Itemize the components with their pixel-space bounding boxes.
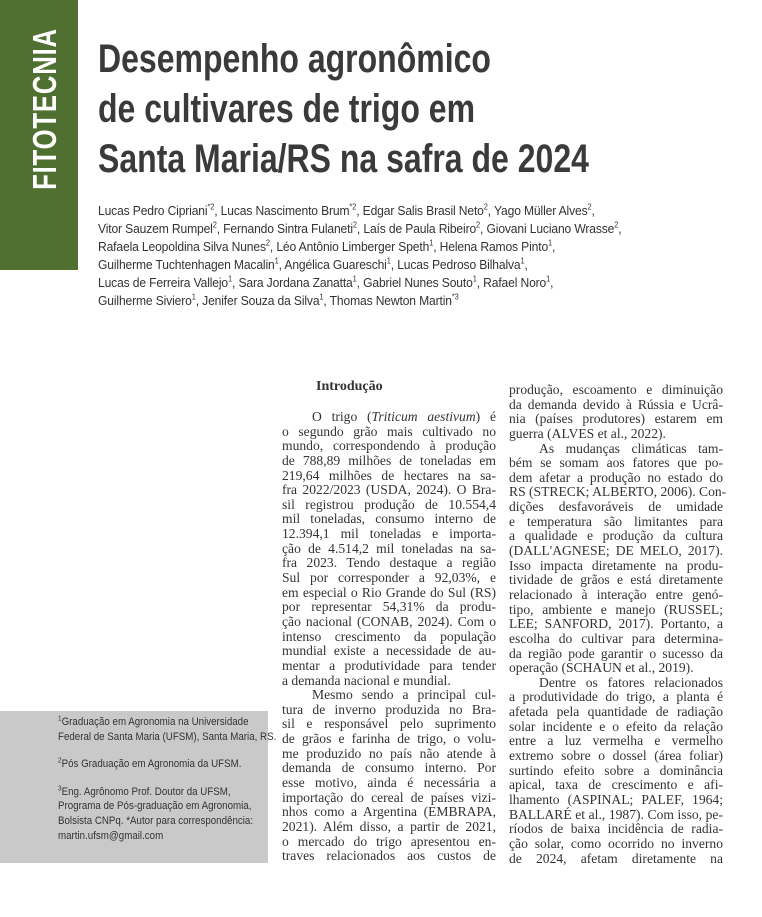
paragraph-line: mil toneladas, consumo interno de	[282, 511, 496, 527]
paragraph-line: Sul por corresponder a 92,03%, e	[282, 570, 496, 586]
paragraph-line: dições desfavoráveis de umidade	[509, 499, 723, 515]
footnote-mark: 2	[58, 757, 62, 765]
paragraph-line: 2021). Além disso, a partir de 2021,	[282, 818, 496, 834]
paragraph-line: tura de inverno produzida no Bra-	[282, 701, 496, 717]
footnote-text: Pós Graduação em Agronomia da UFSM.	[61, 758, 242, 771]
author-name: Lucas Pedro Cipriani	[98, 203, 208, 218]
paragraph-line: Dentre os fatores relacionados	[539, 674, 723, 690]
paragraph-line: LEE; SANFORD, 2017). Portanto, a	[509, 616, 723, 632]
author-name: Angélica Guareschi	[284, 257, 387, 272]
footnote-text: Graduação em Agronomia na Universidade	[61, 716, 249, 728]
paragraph-line: BALLARÉ et al., 1987). Com isso, pe-	[509, 806, 723, 822]
author-affiliation-mark: *3	[451, 292, 459, 302]
footnote-text: Federal de Santa Maria (UFSM), Santa Maria, RS.	[58, 730, 277, 743]
paragraph-line: traves relacionados aos custos de	[282, 848, 496, 864]
footnote-line	[58, 829, 276, 844]
paragraph-line: entre a luz vermelha e vermelho	[509, 733, 723, 749]
paragraph-line: operação (SCHAUN et al., 2019).	[509, 660, 694, 676]
footnote-line	[58, 814, 276, 829]
author-name: Lucas de Ferreira Vallejo	[98, 275, 229, 290]
author-name: Guilherme Siviero	[98, 293, 192, 308]
paragraph-line: guerra (ALVES et al., 2022).	[509, 425, 666, 441]
author-name: Giovani Luciano Wrasse	[486, 221, 615, 236]
paragraph-line: nhos como a Argentina (EMBRAPA,	[282, 804, 496, 820]
author-line: Rafaela Leopoldina Silva Nunes$^2$, Léo Antônio Limberger Speth$^1$, Helena Ramos Pinto$^1$,	[98, 238, 556, 254]
paragraph-line: O trigo (Triticum aestivum) é	[312, 409, 496, 424]
author-affiliation-mark: 2	[352, 220, 357, 230]
footnote-line	[58, 730, 276, 745]
paragraph-line: ção nacional (CONAB, 2024). Com o	[282, 613, 496, 629]
paragraph-line: de 2024, afetam diretamente na	[509, 850, 723, 866]
paragraph-line: nia (países produtores) estarem em	[509, 411, 723, 427]
text-column-1	[282, 379, 496, 864]
paragraph-line: fra 2022/2023 (USDA, 2024). O Bra-	[282, 482, 496, 498]
paragraph-line: 12.394,1 mil toneladas e importa-	[282, 526, 496, 542]
author-name: Yago Müller Alves	[494, 203, 588, 218]
footnote-line	[58, 799, 276, 814]
author-name: Edgar Salis Brasil Neto	[362, 203, 484, 218]
paragraph-line: demanda de consumo interno. Por	[282, 760, 496, 776]
footnote	[58, 785, 276, 843]
footnote	[58, 715, 276, 744]
paragraph-line: RS (STRECK; ALBERTO, 2006). Con-	[509, 484, 727, 500]
author-affiliation-mark: 1	[546, 274, 551, 284]
paragraph-line: afetada pela quantidade de radiação	[509, 704, 723, 720]
section-heading-introducao: Introdução	[316, 379, 383, 394]
paragraph-line: me produzido no país não atende à	[282, 745, 496, 761]
author-line: Lucas Pedro Cipriani$^{*2}$, Lucas Nascimento Brum$^{*2}$, Edgar Salis Brasil Neto$^2$, Yago Müller Alves$^2$,	[98, 202, 595, 218]
author-name: Lucas Pedroso Bilhalva	[397, 257, 521, 272]
footnote-line	[58, 785, 276, 800]
author-affiliation-mark: 1	[386, 256, 391, 266]
author-name: Léo Antônio Limberger Speth	[276, 239, 430, 254]
author-line: Guilherme Siviero$^1$, Jenifer Souza da Silva$^1$, Thomas Newton Martin$^{*3}$	[98, 292, 459, 308]
title-line: de cultivares de trigo em	[98, 87, 476, 131]
paragraph-line: a qualidade e produção da cultura	[509, 528, 723, 544]
author-affiliation-mark: 2	[212, 220, 217, 230]
footnote	[58, 757, 276, 772]
paragraph-line: ção de 4.514,2 mil toneladas na sa-	[282, 540, 496, 556]
footnote-line	[58, 715, 276, 730]
author-list	[98, 202, 622, 310]
footnote-text: Eng. Agrônomo Prof. Doutor da UFSM,	[61, 785, 231, 798]
author-affiliation-mark: 2	[476, 220, 481, 230]
author-affiliation-mark: 2	[265, 238, 270, 248]
paragraph-line: extremo sobre o dossel (área foliar)	[509, 748, 723, 764]
author-affiliation-mark: 1	[352, 274, 357, 284]
footnote-text: martin.ufsm@gmail.com	[58, 829, 164, 842]
paragraph-line: surtindo efeito sobre a dominância	[509, 762, 723, 778]
paragraph-line: Isso impacta diretamente na produ-	[509, 557, 723, 573]
paragraph-line: dem afetar a produção no estado do	[509, 469, 723, 485]
paragraph-line: da região pode garantir o sucesso da	[509, 645, 723, 661]
paragraph-line: por representar 54,31% da produ-	[282, 599, 496, 615]
author-name: Gabriel Nunes Souto	[363, 275, 473, 290]
paragraph-line: Mesmo sendo a principal cul-	[312, 687, 496, 703]
article-title	[98, 34, 589, 184]
author-name: Guilherme Tuchtenhagen Macalin	[98, 257, 275, 272]
paragraph-line: mentar a produtividade para tender	[282, 657, 496, 673]
paragraph-line: produção, escoamento e diminuição	[509, 382, 723, 397]
paragraph-line: mundo, correspondendo à produção	[282, 438, 496, 454]
paragraph-line: bém se somam aos fatores que po-	[509, 455, 723, 471]
paragraph-line: sil registrou produção de 10.554,4	[282, 496, 496, 512]
author-affiliation-mark: 1	[274, 256, 279, 266]
author-affiliation-mark: 1	[429, 238, 434, 248]
section-sidebar	[0, 0, 78, 270]
paragraph-line: mundial existe a necessidade de au-	[282, 643, 496, 659]
author-name: Rafaela Leopoldina Silva Nunes	[98, 239, 266, 254]
paragraph-line: tividade de grãos e está diretamente	[509, 572, 723, 588]
footnote-text: Bolsista CNPq. *Autor para correspondência:	[58, 814, 254, 827]
author-line: Lucas de Ferreira Vallejo$^1$, Sara Jordana Zanatta$^1$, Gabriel Nunes Souto$^1$, Rafael Noro$^1$,	[98, 274, 554, 290]
paragraph-line: importação do cereal de países vizi-	[282, 789, 496, 805]
author-affiliation-mark: 1	[228, 274, 233, 284]
footnote-line	[58, 757, 276, 772]
author-affiliation-mark: 2	[587, 202, 592, 212]
paragraph-line: apical, taxa de crescimento e afi-	[509, 777, 723, 793]
footnote-mark: 3	[58, 785, 62, 793]
text-column-2	[509, 382, 727, 866]
paragraph-line: esse motivo, ainda é necessária a	[282, 775, 496, 791]
paragraph-line: intenso crescimento da população	[282, 628, 496, 644]
paragraph-line: em especial o Rio Grande do Sul (RS)	[282, 584, 496, 600]
paragraph-line: tipo, ambiente e manejo (RUSSEL;	[509, 601, 723, 617]
author-name: Helena Ramos Pinto	[439, 239, 549, 254]
author-affiliation-mark: 1	[319, 292, 324, 302]
section-label: FITOTECNIA	[26, 28, 63, 190]
author-name: Thomas Newton Martin	[329, 293, 452, 308]
author-affiliation-mark: 1	[472, 274, 477, 284]
paragraph-line: sil e responsável pelo suprimento	[282, 716, 496, 732]
author-name: Fernando Sintra Fulaneti	[223, 221, 353, 236]
author-name: Jenifer Souza da Silva	[202, 293, 320, 308]
paragraph-line: (DALL'AGNESE; DE MELO, 2017).	[509, 543, 723, 559]
author-affiliation-mark: 1	[520, 256, 525, 266]
author-name: Lucas Nascimento Brum	[220, 203, 350, 218]
author-name: Sara Jordana Zanatta	[238, 275, 353, 290]
paragraph-line: de grãos e farinha de trigo, o volu-	[282, 731, 496, 747]
footnote-text: Programa de Pós-graduação em Agronomia,	[58, 800, 252, 813]
author-affiliation-mark: 1	[548, 238, 553, 248]
title-line: Santa Maria/RS na safra de 2024	[98, 137, 589, 181]
paragraph-line: o segundo grão mais cultivado no	[282, 423, 496, 439]
author-affiliation-mark: 2	[483, 202, 488, 212]
paragraph-line: 219,64 milhões de hectares na sa-	[282, 467, 496, 483]
paragraph-line: o mercado do trigo apresentou en-	[282, 833, 496, 849]
author-name: Laís de Paula Ribeiro	[363, 221, 477, 236]
paragraph-line: fra 2023. Tendo destaque a região	[282, 555, 496, 571]
paragraph-line: lhamento (ASPINAL; PALEF, 1964;	[509, 791, 723, 807]
paragraph-line: da demanda devido à Rússia e Ucrâ-	[509, 396, 723, 412]
author-name: Rafael Noro	[483, 275, 547, 290]
paragraph-line: escolha do cultivar para determina-	[509, 630, 723, 646]
title-line: Desempenho agronômico	[98, 37, 491, 81]
paragraph-line: solar incidente e o efeito da relação	[509, 718, 723, 734]
paragraph-line: ção solar, como ocorrido no inverno	[509, 835, 723, 851]
paragraph-line: e temperatura são limitantes para	[509, 513, 723, 529]
author-affiliation-mark: 2	[614, 220, 619, 230]
paragraph-line: de 788,89 milhões de toneladas em	[282, 452, 496, 468]
footnote-mark: 1	[58, 715, 62, 723]
species-name: Triticum aestivum	[371, 409, 476, 424]
author-line: Guilherme Tuchtenhagen Macalin$^1$, Angélica Guareschi$^1$, Lucas Pedroso Bilhalva$^1$,	[98, 256, 528, 272]
paragraph-line: relacionado à interação entre genó-	[509, 586, 723, 602]
affiliation-footnotes	[58, 715, 276, 856]
paragraph-line: a produtividade do trigo, a planta é	[509, 689, 723, 705]
paragraph-line: ríodos de baixa incidência de radia-	[509, 821, 723, 837]
author-line: Vitor Sauzem Rumpel$^2$, Fernando Sintra Fulaneti$^2$, Laís de Paula Ribeiro$^2$, Giovani Luciano Wrasse$^2$,	[98, 220, 622, 236]
author-affiliation-mark: *2	[207, 202, 215, 212]
paragraph-line: As mudanças climáticas tam-	[539, 440, 723, 456]
paragraph-line: a demanda nacional e mundial.	[282, 672, 451, 688]
author-affiliation-mark: *2	[349, 202, 357, 212]
author-name: Vitor Sauzem Rumpel	[98, 221, 213, 236]
author-affiliation-mark: 1	[191, 292, 196, 302]
